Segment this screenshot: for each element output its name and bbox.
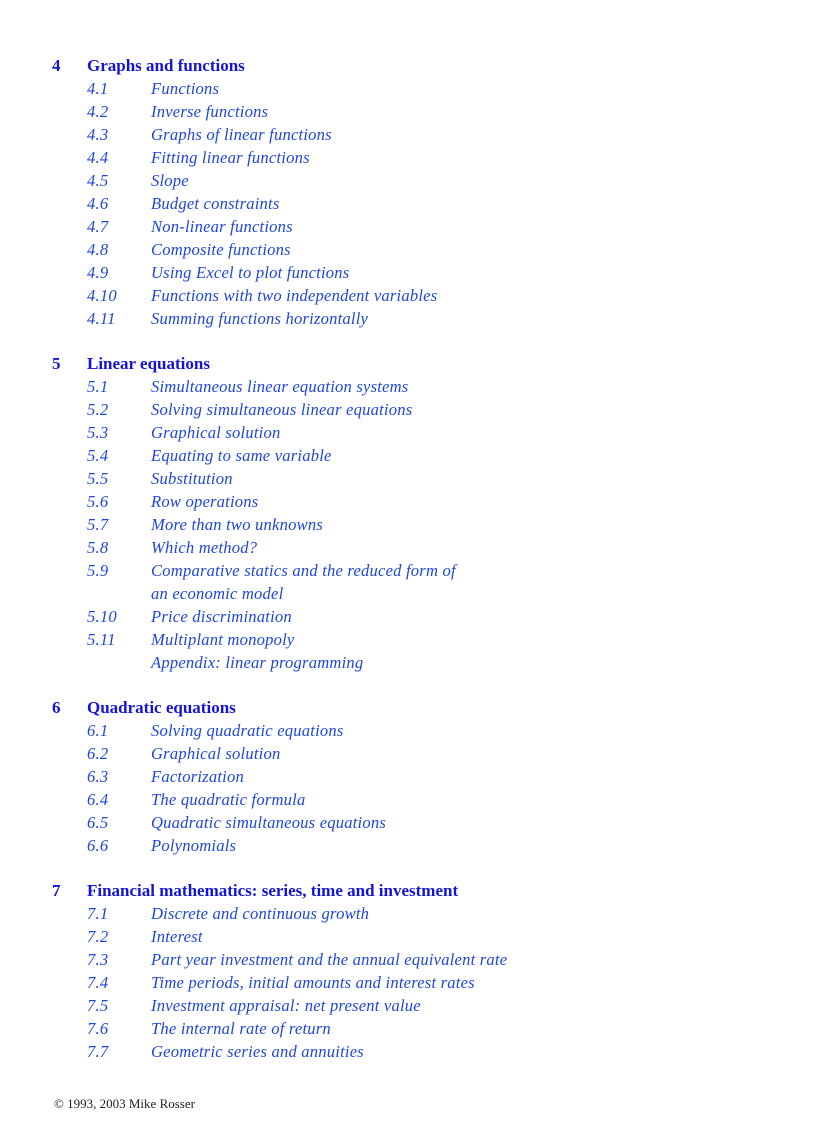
section-number: 4.7: [87, 217, 109, 236]
section-number: 4.1: [87, 79, 109, 98]
section-entry[interactable]: [0, 742, 816, 765]
section-title: Price discrimination: [151, 607, 292, 626]
section-number: 6.2: [87, 744, 109, 763]
section-number: 5.8: [87, 538, 109, 557]
section-title: Summing functions horizontally: [151, 309, 369, 328]
section-number: 7.6: [87, 1019, 109, 1038]
section-entry[interactable]: [0, 719, 816, 742]
chapter-5: [0, 352, 816, 674]
section-title: Multiplant monopoly: [151, 630, 295, 649]
chapter-number: 6: [52, 698, 61, 717]
chapter-title: Quadratic equations: [87, 698, 236, 717]
section-title: Interest: [151, 927, 203, 946]
section-title: The quadratic formula: [151, 790, 306, 809]
section-entry[interactable]: [0, 444, 816, 467]
section-title: Graphical solution: [151, 423, 281, 442]
section-number: 5.10: [87, 607, 117, 626]
section-entry[interactable]: [0, 582, 816, 605]
section-title: Equating to same variable: [151, 446, 332, 465]
section-number: 7.4: [87, 973, 109, 992]
chapter-heading[interactable]: [0, 879, 816, 902]
section-number: 5.7: [87, 515, 109, 534]
section-entry[interactable]: [0, 925, 816, 948]
section-number: 4.2: [87, 102, 109, 121]
section-entry[interactable]: [0, 536, 816, 559]
section-entry[interactable]: [0, 490, 816, 513]
section-title: Polynomials: [151, 836, 237, 855]
section-title: Time periods, initial amounts and interest rates: [151, 973, 475, 992]
section-number: 5.2: [87, 400, 109, 419]
section-title: Appendix: linear programming: [151, 653, 364, 672]
section-title: Graphs of linear functions: [151, 125, 332, 144]
section-entry[interactable]: [0, 77, 816, 100]
section-entry[interactable]: [0, 467, 816, 490]
chapter-title: Linear equations: [87, 354, 210, 373]
section-number: 6.1: [87, 721, 109, 740]
section-number: 4.10: [87, 286, 117, 305]
section-entry[interactable]: [0, 811, 816, 834]
section-entry[interactable]: [0, 375, 816, 398]
chapter-heading[interactable]: [0, 696, 816, 719]
section-title: Inverse functions: [151, 102, 269, 121]
section-entry[interactable]: [0, 123, 816, 146]
section-entry[interactable]: [0, 1017, 816, 1040]
section-number: 4.4: [87, 148, 109, 167]
section-title: Fitting linear functions: [151, 148, 310, 167]
section-title: Quadratic simultaneous equations: [151, 813, 387, 832]
chapter-title: Graphs and functions: [87, 56, 245, 75]
section-number: 5.3: [87, 423, 109, 442]
section-entry[interactable]: [0, 559, 816, 582]
section-title: Solving quadratic equations: [151, 721, 344, 740]
section-title: Solving simultaneous linear equations: [151, 400, 413, 419]
section-title: Comparative statics and the reduced form of: [151, 561, 456, 580]
section-entry[interactable]: [0, 513, 816, 536]
section-title: Investment appraisal: net present value: [151, 996, 421, 1015]
section-number: 6.6: [87, 836, 109, 855]
section-entry[interactable]: [0, 605, 816, 628]
section-entry[interactable]: [0, 421, 816, 444]
section-title: Geometric series and annuities: [151, 1042, 364, 1061]
section-number: 5.11: [87, 630, 116, 649]
section-number: 5.5: [87, 469, 109, 488]
section-entry[interactable]: [0, 100, 816, 123]
section-number: 7.3: [87, 950, 109, 969]
chapter-heading[interactable]: [0, 54, 816, 77]
section-entry[interactable]: [0, 651, 816, 674]
section-title: Composite functions: [151, 240, 291, 259]
section-entry[interactable]: [0, 261, 816, 284]
section-number: 7.7: [87, 1042, 109, 1061]
section-title: Using Excel to plot functions: [151, 263, 350, 282]
section-number: 6.4: [87, 790, 109, 809]
section-number: 4.9: [87, 263, 109, 282]
section-title: Functions: [151, 79, 220, 98]
section-number: 5.1: [87, 377, 109, 396]
chapter-number: 5: [52, 354, 61, 373]
section-entry[interactable]: [0, 307, 816, 330]
section-title: an economic model: [151, 584, 284, 603]
section-title: Factorization: [151, 767, 244, 786]
section-entry[interactable]: [0, 192, 816, 215]
section-number: 7.5: [87, 996, 109, 1015]
chapter-number: 4: [52, 56, 61, 75]
section-title: Part year investment and the annual equivalent rate: [151, 950, 508, 969]
section-number: 5.6: [87, 492, 109, 511]
section-title: More than two unknowns: [151, 515, 324, 534]
table-of-contents: [0, 54, 816, 1085]
section-number: 5.9: [87, 561, 109, 580]
section-entry[interactable]: [0, 238, 816, 261]
chapter-title: Financial mathematics: series, time and investment: [87, 881, 459, 900]
chapter-4: [0, 54, 816, 330]
section-number: 6.3: [87, 767, 109, 786]
section-entry[interactable]: [0, 971, 816, 994]
section-entry[interactable]: [0, 146, 816, 169]
chapter-heading[interactable]: [0, 352, 816, 375]
section-number: 7.1: [87, 904, 109, 923]
section-title: Discrete and continuous growth: [151, 904, 370, 923]
section-title: Row operations: [151, 492, 259, 511]
section-entry[interactable]: [0, 398, 816, 421]
section-entry[interactable]: [0, 169, 816, 192]
section-entry[interactable]: [0, 628, 816, 651]
section-number: 4.5: [87, 171, 109, 190]
section-entry[interactable]: [0, 994, 816, 1017]
section-title: The internal rate of return: [151, 1019, 331, 1038]
section-number: 4.8: [87, 240, 109, 259]
section-title: Functions with two independent variables: [151, 286, 438, 305]
section-title: Substitution: [151, 469, 233, 488]
section-number: 4.11: [87, 309, 116, 328]
section-entry[interactable]: [0, 284, 816, 307]
section-title: Non-linear functions: [151, 217, 293, 236]
section-entry[interactable]: [0, 788, 816, 811]
section-title: Simultaneous linear equation systems: [151, 377, 409, 396]
section-title: Graphical solution: [151, 744, 281, 763]
section-number: 4.6: [87, 194, 109, 213]
section-entry[interactable]: [0, 834, 816, 857]
section-title: Slope: [151, 171, 189, 190]
section-entry[interactable]: [0, 1040, 816, 1063]
chapter-6: [0, 696, 816, 857]
section-entry[interactable]: [0, 765, 816, 788]
section-number: 7.2: [87, 927, 109, 946]
section-entry[interactable]: [0, 902, 816, 925]
section-entry[interactable]: [0, 215, 816, 238]
section-number: 5.4: [87, 446, 109, 465]
copyright-footer: © 1993, 2003 Mike Rosser: [54, 1096, 195, 1111]
chapter-7: [0, 879, 816, 1063]
section-number: 4.3: [87, 125, 109, 144]
section-number: 6.5: [87, 813, 109, 832]
section-title: Which method?: [151, 538, 258, 557]
section-entry[interactable]: [0, 948, 816, 971]
section-title: Budget constraints: [151, 194, 280, 213]
chapter-number: 7: [52, 881, 61, 900]
